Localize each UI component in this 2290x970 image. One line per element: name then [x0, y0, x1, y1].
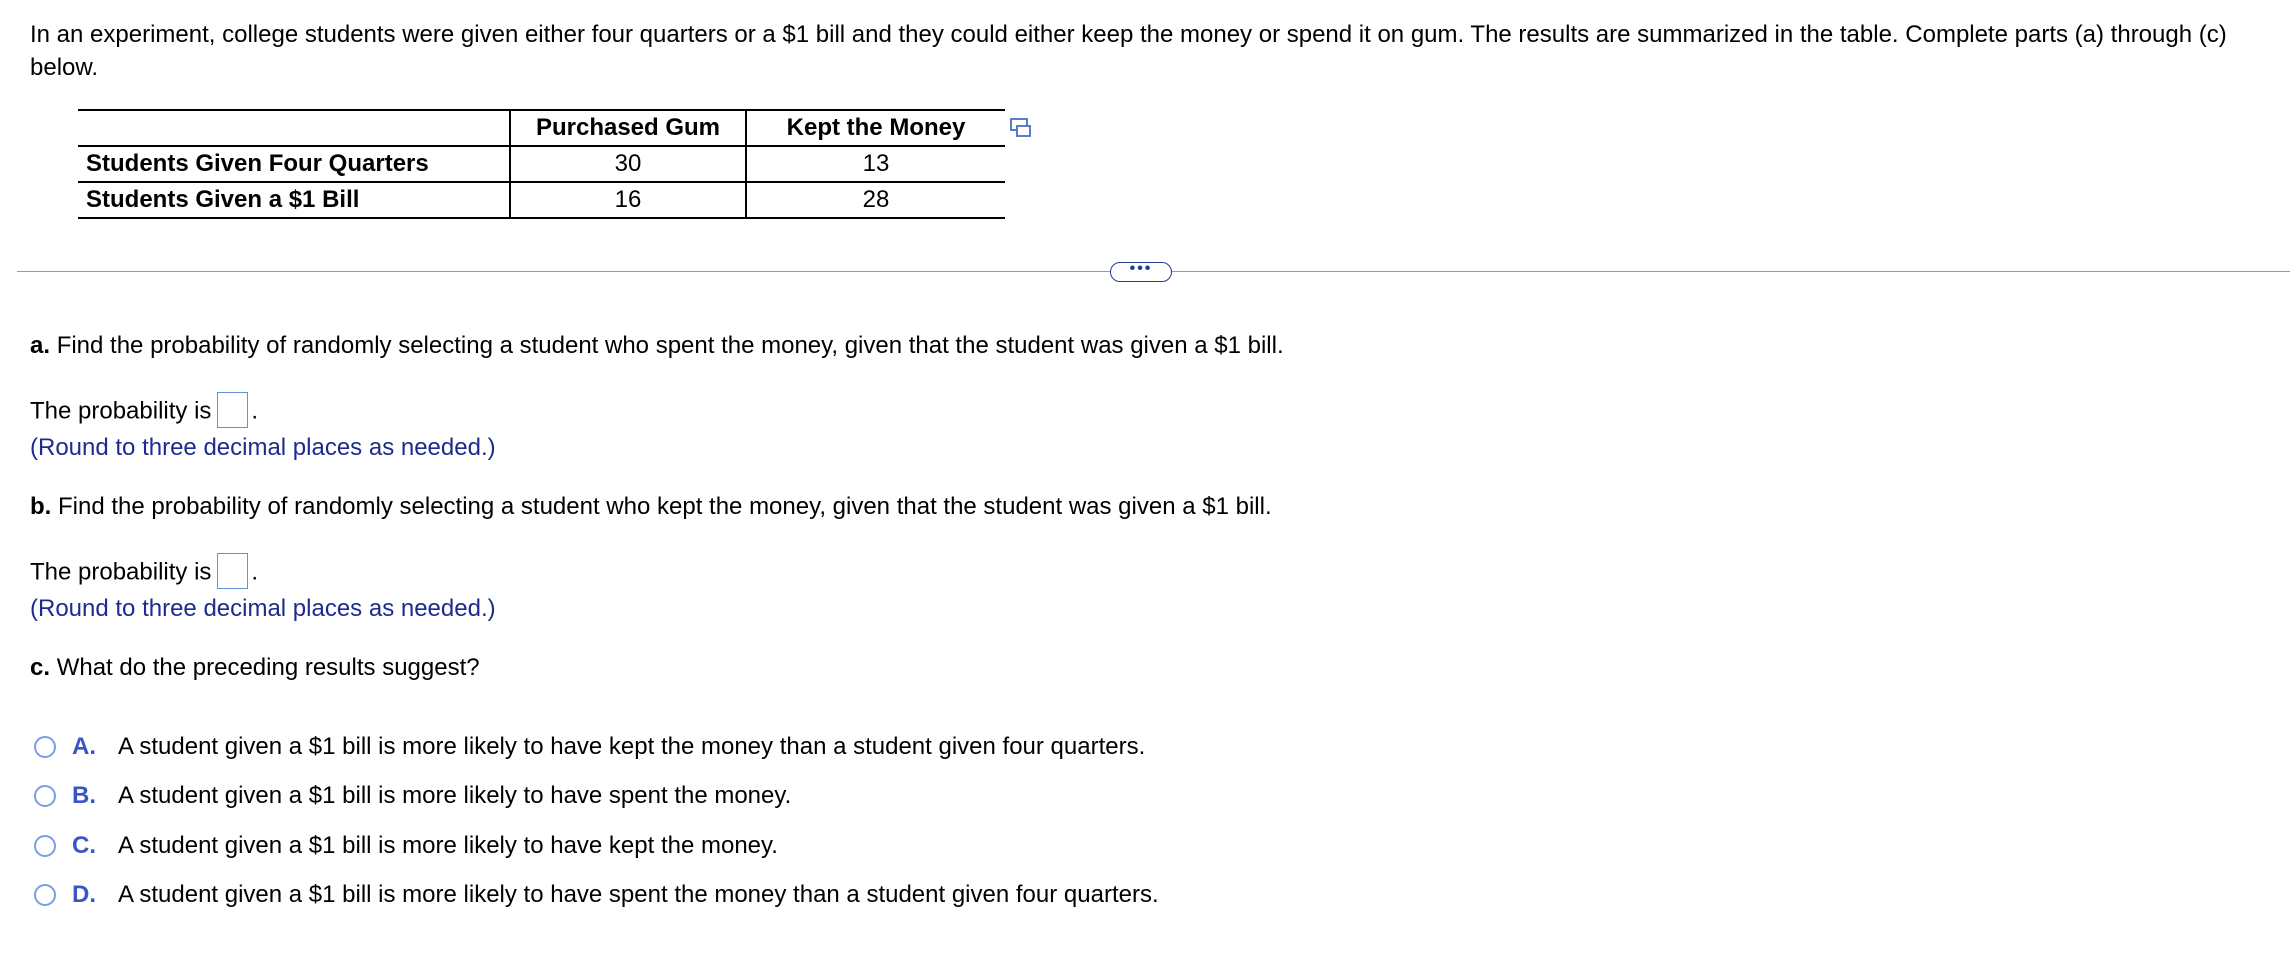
table-row: [78, 146, 1005, 182]
table-cell: 16: [510, 182, 746, 218]
table-cell: 28: [746, 182, 1005, 218]
radio-button-b[interactable]: [34, 785, 56, 807]
table-header-corner: [78, 110, 510, 146]
part-a-question: [30, 331, 1284, 361]
part-b-hint: (Round to three decimal places as needed.): [30, 595, 496, 622]
part-a-answer-prefix: The probability is: [30, 397, 212, 425]
option-letter: D.: [72, 881, 96, 908]
table-header-row: [78, 110, 1005, 146]
part-b-question-text: Find the probability of randomly selecting a student who kept the money, given that the student was given a $1 bill.: [58, 493, 1272, 520]
copy-table-icon[interactable]: [1010, 118, 1032, 138]
option-text: A student given a $1 bill is more likely to have kept the money.: [118, 832, 778, 859]
table-row: [78, 182, 1005, 218]
part-c-question: [30, 653, 480, 683]
option-text: A student given a $1 bill is more likely to have spent the money than a student given four quarters.: [118, 881, 1159, 908]
table-row-label: Students Given a $1 Bill: [78, 182, 510, 218]
table-row-label: Students Given Four Quarters: [78, 146, 510, 182]
part-c-label: c.: [30, 654, 51, 681]
option-letter: A.: [72, 733, 96, 760]
radio-button-d[interactable]: [34, 884, 56, 906]
part-b-label: b.: [30, 493, 52, 520]
option-c[interactable]: [34, 830, 778, 862]
table-header-purchased-gum: Purchased Gum: [510, 110, 746, 146]
option-a[interactable]: [34, 731, 1145, 763]
part-b-answer-prefix: The probability is: [30, 558, 212, 586]
data-table: [78, 109, 1005, 219]
radio-button-c[interactable]: [34, 835, 56, 857]
option-text: A student given a $1 bill is more likely to have spent the money.: [118, 782, 792, 809]
problem-intro: In an experiment, college students were given either four quarters or a $1 bill and they could either keep the money or spend it on gum. The results are summarized in the table. Complete parts (a) through (c) below.: [30, 21, 2227, 81]
part-a-question-text: Find the probability of randomly selecting a student who spent the money, given that the student was given a $1 bill.: [56, 332, 1284, 359]
part-b-answer-line: The probability is .: [30, 555, 258, 591]
part-c-question-text: What do the preceding results suggest?: [56, 654, 480, 681]
option-text: A student given a $1 bill is more likely to have kept the money than a student given four quarters.: [118, 733, 1146, 760]
option-d[interactable]: [34, 879, 1159, 911]
part-a-label: a.: [30, 332, 51, 359]
expand-more-button[interactable]: [1110, 262, 1172, 282]
option-letter: C.: [72, 832, 96, 859]
part-b-question: [30, 492, 1272, 522]
option-b[interactable]: [34, 780, 791, 812]
part-a-answer-input[interactable]: [217, 392, 248, 428]
table-cell: 13: [746, 146, 1005, 182]
table-header-kept-money: Kept the Money: [746, 110, 1005, 146]
ellipsis-icon: •••: [1129, 260, 1153, 277]
table-cell: 30: [510, 146, 746, 182]
radio-button-a[interactable]: [34, 736, 56, 758]
part-b-answer-input[interactable]: [217, 553, 248, 589]
part-a-answer-line: The probability is .: [30, 394, 258, 430]
option-letter: B.: [72, 782, 96, 809]
part-a-hint: (Round to three decimal places as needed.): [30, 434, 496, 461]
